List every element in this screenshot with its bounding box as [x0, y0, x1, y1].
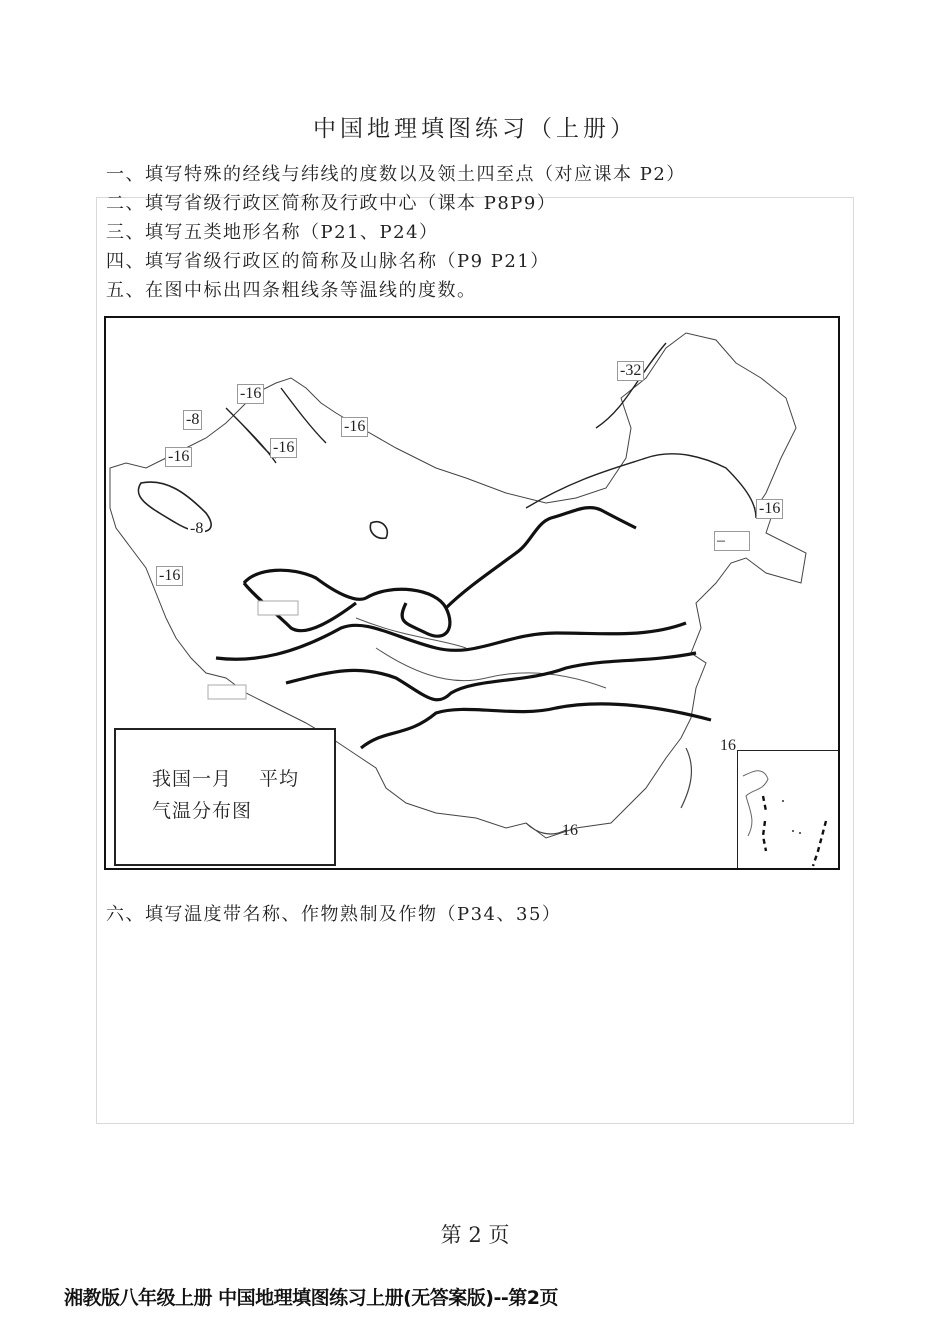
- isotherm-6: [361, 704, 711, 748]
- isotherm-3: [446, 508, 636, 608]
- instruction-2: 二、填写省级行政区简称及行政中心（课本 P8P9）: [106, 193, 557, 214]
- legend-text-1: 我国一月 平均: [152, 768, 300, 790]
- page-number: 第 2 页: [440, 1223, 510, 1247]
- instruction-6: 六、填写温度带名称、作物熟制及作物（P34、35）: [106, 904, 562, 925]
- instruction-5: 五、在图中标出四条粗线条等温线的度数。: [106, 280, 477, 301]
- map-label-minus16-c: -16: [270, 438, 297, 458]
- map-label-minus8-b: -8: [190, 520, 204, 537]
- map-label-minus16-a: -16: [237, 384, 264, 404]
- legend-text-2: 气温分布图: [152, 800, 253, 822]
- map-label-minus8-a: -8: [183, 410, 202, 430]
- instruction-4: 四、填写省级行政区的简称及山脉名称（P9 P21）: [106, 251, 550, 272]
- isotherm-4: [216, 623, 686, 659]
- map-label-minus16-f: -16: [756, 499, 783, 519]
- map-label-minus16-b: -16: [341, 417, 368, 437]
- instruction-3: 三、填写五类地形名称（P21、P24）: [106, 222, 439, 243]
- document-footer: 湘教版八年级上册 中国地理填图练习上册(无答案版)--第2页: [64, 1287, 558, 1309]
- page-title: 中国地理填图练习（上册）: [313, 116, 637, 142]
- map-label-minus16-e: -16: [156, 566, 183, 586]
- map-label-dash: –: [714, 531, 750, 551]
- instruction-1: 一、填写特殊的经线与纬线的度数以及领土四至点（对应课本 P2）: [106, 164, 686, 185]
- south-china-sea-inset: [737, 750, 840, 870]
- temperature-map: [104, 316, 840, 870]
- map-label-minus16-d: -16: [165, 447, 192, 467]
- map-label-minus32: -32: [617, 361, 644, 381]
- inset-drawing: [738, 751, 840, 870]
- map-label-16-a: 16: [720, 737, 736, 754]
- map-label-16-b: 16: [562, 822, 578, 839]
- map-legend: [114, 728, 336, 866]
